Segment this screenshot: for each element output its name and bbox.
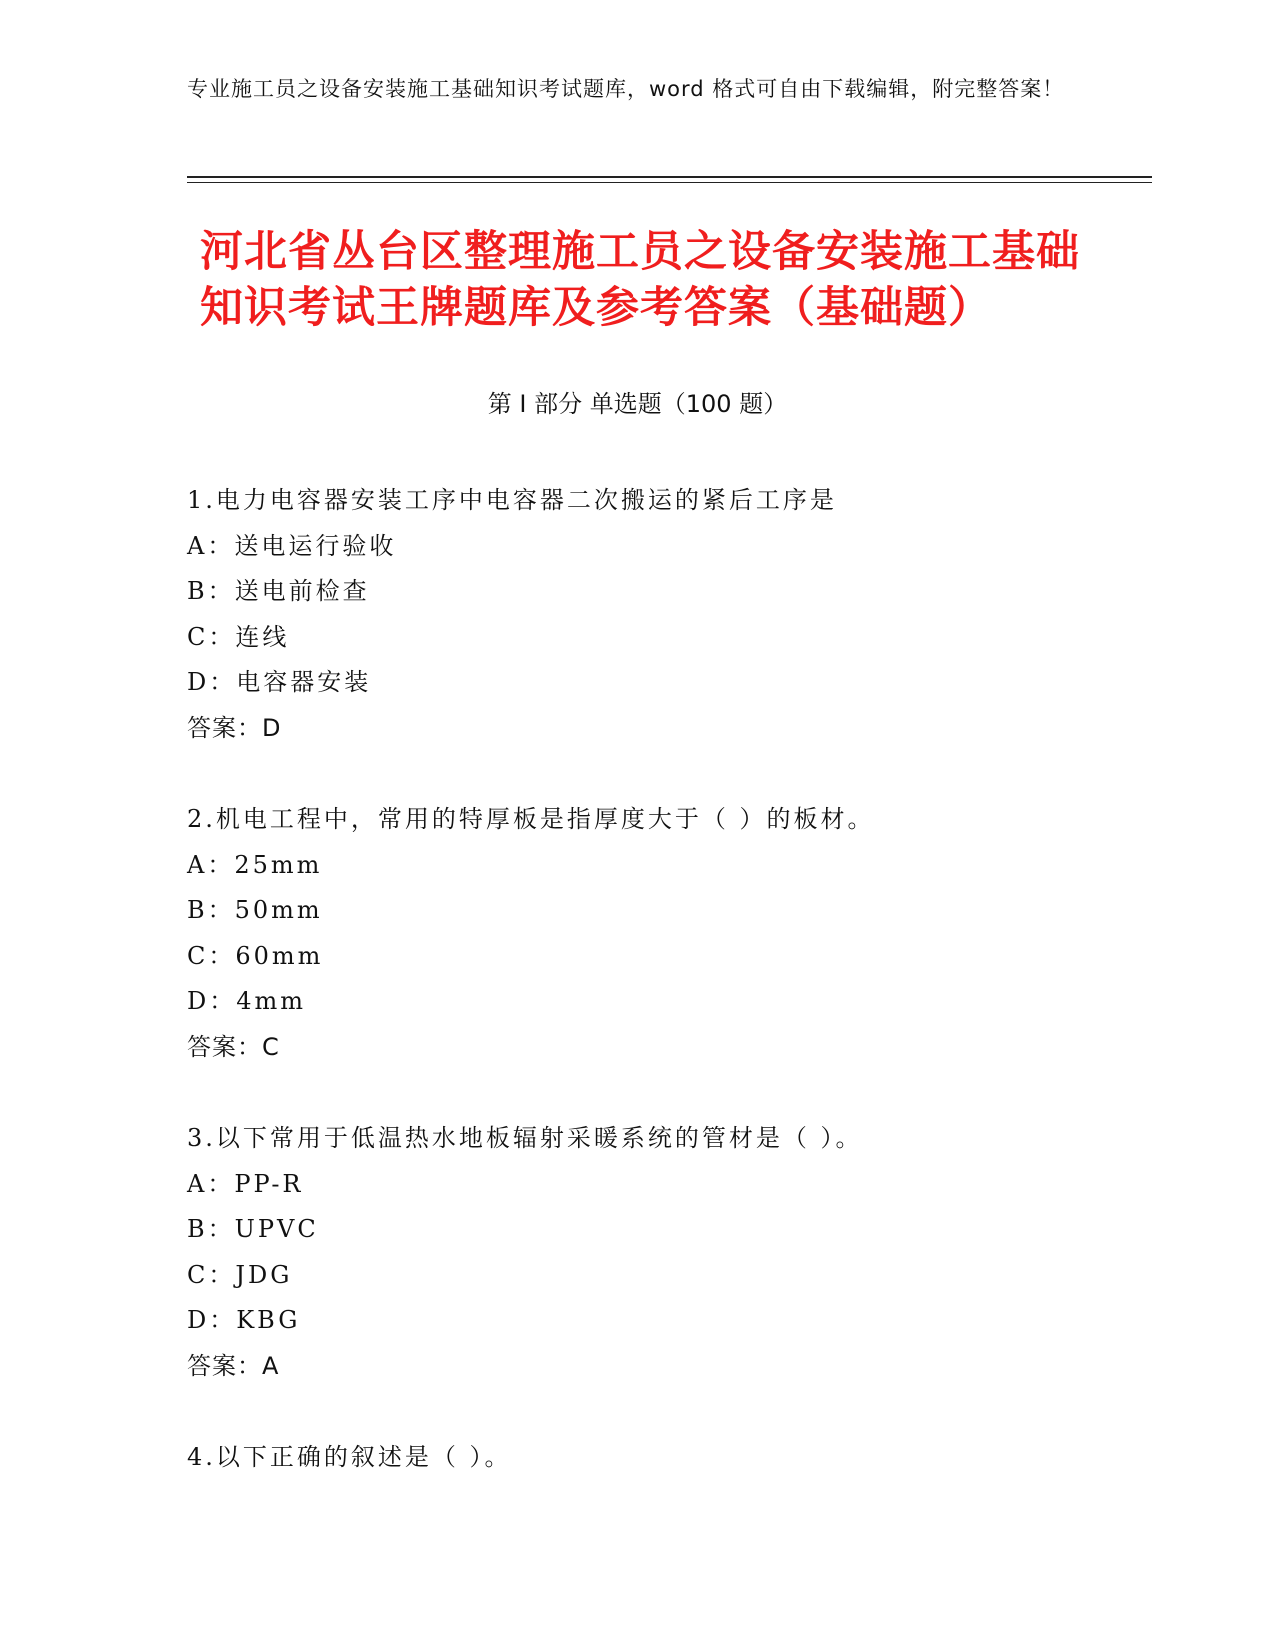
question-stem: 2.机电工程中，常用的特厚板是指厚度大于（ ）的板材。 bbox=[187, 805, 875, 833]
option-b: B：送电前检查 bbox=[187, 577, 370, 605]
question-4 bbox=[187, 1435, 1137, 1481]
question-list bbox=[187, 478, 1137, 1527]
header-note: 专业施工员之设备安装施工基础知识考试题库，word 格式可自由下载编辑，附完整答案！ bbox=[187, 77, 1065, 101]
question-3 bbox=[187, 1116, 1137, 1389]
header-rule-thick bbox=[187, 176, 1152, 178]
section-heading: 第 I 部分 单选题（100 题） bbox=[487, 390, 788, 418]
document-title: 河北省丛台区整理施工员之设备安装施工基础知识考试王牌题库及参考答案（基础题） bbox=[200, 227, 1080, 333]
option-c: C：60mm bbox=[187, 941, 324, 970]
question-stem: 3.以下常用于低温热水地板辐射采暖系统的管材是（ ）。 bbox=[187, 1124, 863, 1152]
option-c: C：JDG bbox=[187, 1260, 293, 1289]
answer: 答案：D bbox=[187, 713, 282, 742]
answer: 答案：C bbox=[187, 1032, 280, 1061]
header-rule-thin bbox=[187, 182, 1152, 183]
option-d: D：KBG bbox=[187, 1306, 301, 1334]
question-1 bbox=[187, 478, 1137, 751]
option-c: C：连线 bbox=[187, 622, 290, 651]
option-a: A：PP-R bbox=[187, 1169, 304, 1198]
question-stem: 1.电力电容器安装工序中电容器二次搬运的紧后工序是 bbox=[187, 486, 837, 514]
question-stem: 4.以下正确的叙述是（ ）。 bbox=[187, 1443, 512, 1471]
option-b: B：50mm bbox=[187, 896, 323, 924]
question-2 bbox=[187, 797, 1137, 1070]
option-d: D：4mm bbox=[187, 987, 307, 1015]
option-d: D：电容器安装 bbox=[187, 668, 372, 696]
answer: 答案：A bbox=[187, 1351, 280, 1380]
option-b: B：UPVC bbox=[187, 1215, 319, 1243]
option-a: A：25mm bbox=[187, 850, 323, 879]
option-a: A：送电运行验收 bbox=[187, 531, 397, 560]
